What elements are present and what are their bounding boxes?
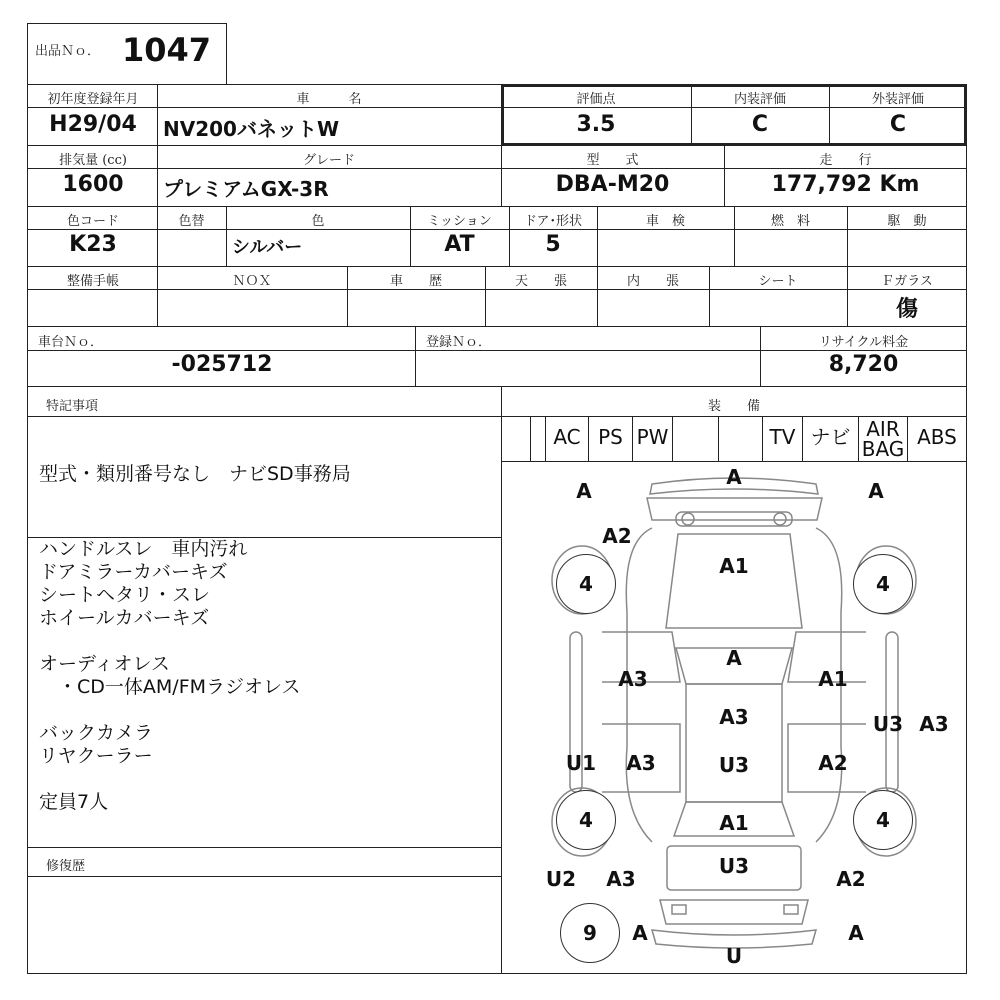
- equipment-item: TV: [762, 417, 802, 461]
- car-name-value: NV200バネットW: [163, 117, 340, 141]
- damage-mark: A: [576, 479, 592, 503]
- equipment-item: ナビ: [802, 417, 858, 461]
- door-label: ドア･形状: [523, 214, 583, 229]
- drive-label: 駆 動: [887, 214, 927, 229]
- tire-tread-mark: 4: [556, 554, 616, 614]
- color-code-value: K23: [69, 232, 117, 257]
- row-line: [27, 229, 967, 230]
- maintenance-book-label: 整備手帳: [66, 274, 119, 289]
- tire-tread-mark: 4: [853, 790, 913, 850]
- mileage-value: 177,792 Km: [771, 172, 920, 197]
- model-value: DBA-M20: [555, 172, 670, 197]
- equipment-item: AC: [545, 417, 588, 461]
- fuel-label: 燃 料: [770, 214, 810, 229]
- damage-mark: A2: [836, 867, 866, 891]
- seat-label: シート: [758, 274, 798, 289]
- damage-mark: A: [726, 465, 742, 489]
- damage-mark: A: [868, 479, 884, 503]
- damage-mark: U1: [565, 751, 597, 775]
- tire-tread-mark: 9: [560, 903, 620, 963]
- recycle-fee-value: 8,720: [828, 352, 899, 377]
- door-value: 5: [545, 232, 561, 257]
- score-label: 評価点: [576, 92, 616, 107]
- row-line: [27, 206, 967, 207]
- front-glass-label: Ｆガラス: [881, 274, 933, 289]
- equipment-item: [718, 417, 762, 461]
- row-line: [27, 289, 967, 290]
- damage-mark: A: [848, 921, 864, 945]
- equipment-label: 装 備: [707, 399, 760, 414]
- tire-tread-mark: 4: [556, 790, 616, 850]
- mileage-label: 走 行: [819, 153, 872, 168]
- inspection-label: 車 検: [645, 214, 685, 229]
- row-line: [27, 266, 967, 267]
- exterior-grade-value: C: [889, 112, 907, 137]
- damage-mark: A3: [626, 751, 656, 775]
- damage-mark: A2: [818, 751, 848, 775]
- color-code-label: 色コード: [66, 214, 119, 229]
- interior-trim-label: 内 張: [626, 274, 679, 289]
- damage-mark: U2: [545, 867, 577, 891]
- damage-mark: U3: [718, 753, 750, 777]
- color-change-label: 色替: [178, 214, 205, 229]
- displacement-label: 排気量 (cc): [59, 153, 127, 168]
- equipment-item: PW: [632, 417, 672, 461]
- registration-date-value: H29/04: [49, 112, 137, 137]
- damage-mark: A3: [919, 712, 949, 736]
- registration-date-label: 初年度登録年月: [47, 92, 139, 107]
- damage-mark: A3: [719, 705, 749, 729]
- lot-label: 出品Ｎｏ．: [35, 44, 101, 59]
- damage-mark: U: [725, 944, 743, 968]
- nox-label: ＮＯＸ: [232, 274, 272, 289]
- displacement-value: 1600: [62, 172, 124, 197]
- equipment-item: ABS: [907, 417, 966, 461]
- damage-mark: A3: [618, 667, 648, 691]
- damage-mark: U3: [718, 854, 750, 878]
- chassis-number-label: 車台Ｎｏ．: [38, 335, 104, 350]
- front-glass-value: 傷: [895, 297, 918, 322]
- repair-history-label: 修復歴: [46, 859, 86, 874]
- equipment-item: [672, 417, 718, 461]
- color-label: 色: [311, 214, 325, 229]
- car-name-label: 車 名: [296, 92, 362, 107]
- damage-mark: A1: [719, 811, 749, 835]
- damage-mark: A2: [602, 524, 632, 548]
- remarks-notes: ハンドルスレ 車内汚れ ドアミラーカバーキズ シートヘタリ・スレ ホイールカバーキズ オーディオレス ・CD一体AM/FMラジオレス バックカメラ リヤクーラー 定員7人: [39, 538, 301, 813]
- damage-mark: A3: [606, 867, 636, 891]
- remarks-line1: 型式・類別番号なし ナビSD事務局: [39, 463, 351, 485]
- row-line: [27, 847, 501, 848]
- score-value: 3.5: [576, 112, 616, 137]
- damage-mark: A1: [818, 667, 848, 691]
- recycle-fee-label: リサイクル料金: [818, 335, 909, 350]
- equipment-item: AIR BAG: [858, 417, 907, 461]
- grade-value: プレミアムGX-3R: [163, 177, 329, 201]
- damage-mark: A: [726, 646, 742, 670]
- remarks-label: 特記事項: [46, 399, 99, 414]
- chassis-number-value: -025712: [171, 352, 273, 377]
- color-value: シルバー: [232, 237, 303, 258]
- row-line: [27, 386, 967, 387]
- damage-mark: A: [632, 921, 648, 945]
- row-line: [27, 876, 501, 877]
- equipment-item: [530, 417, 545, 461]
- mission-value: AT: [444, 232, 475, 257]
- equipment-item: PS: [588, 417, 632, 461]
- model-label: 型 式: [586, 153, 639, 168]
- row-line: [27, 326, 967, 327]
- damage-mark: A1: [719, 554, 749, 578]
- damage-mark: U3: [872, 712, 904, 736]
- row-line: [27, 168, 967, 169]
- grade-label: グレード: [302, 153, 355, 168]
- exterior-grade-label: 外装評価: [871, 92, 924, 107]
- interior-grade-label: 内装評価: [733, 92, 786, 107]
- ceiling-label: 天 張: [514, 274, 567, 289]
- lot-number: 1047: [122, 31, 212, 69]
- tire-tread-mark: 4: [853, 554, 913, 614]
- row-line: [27, 350, 967, 351]
- col-line: [415, 326, 416, 387]
- car-history-label: 車 歴: [389, 274, 442, 289]
- interior-grade-value: C: [751, 112, 769, 137]
- mission-label: ミッション: [427, 214, 492, 229]
- registration-number-label: 登録Ｎｏ．: [426, 335, 492, 350]
